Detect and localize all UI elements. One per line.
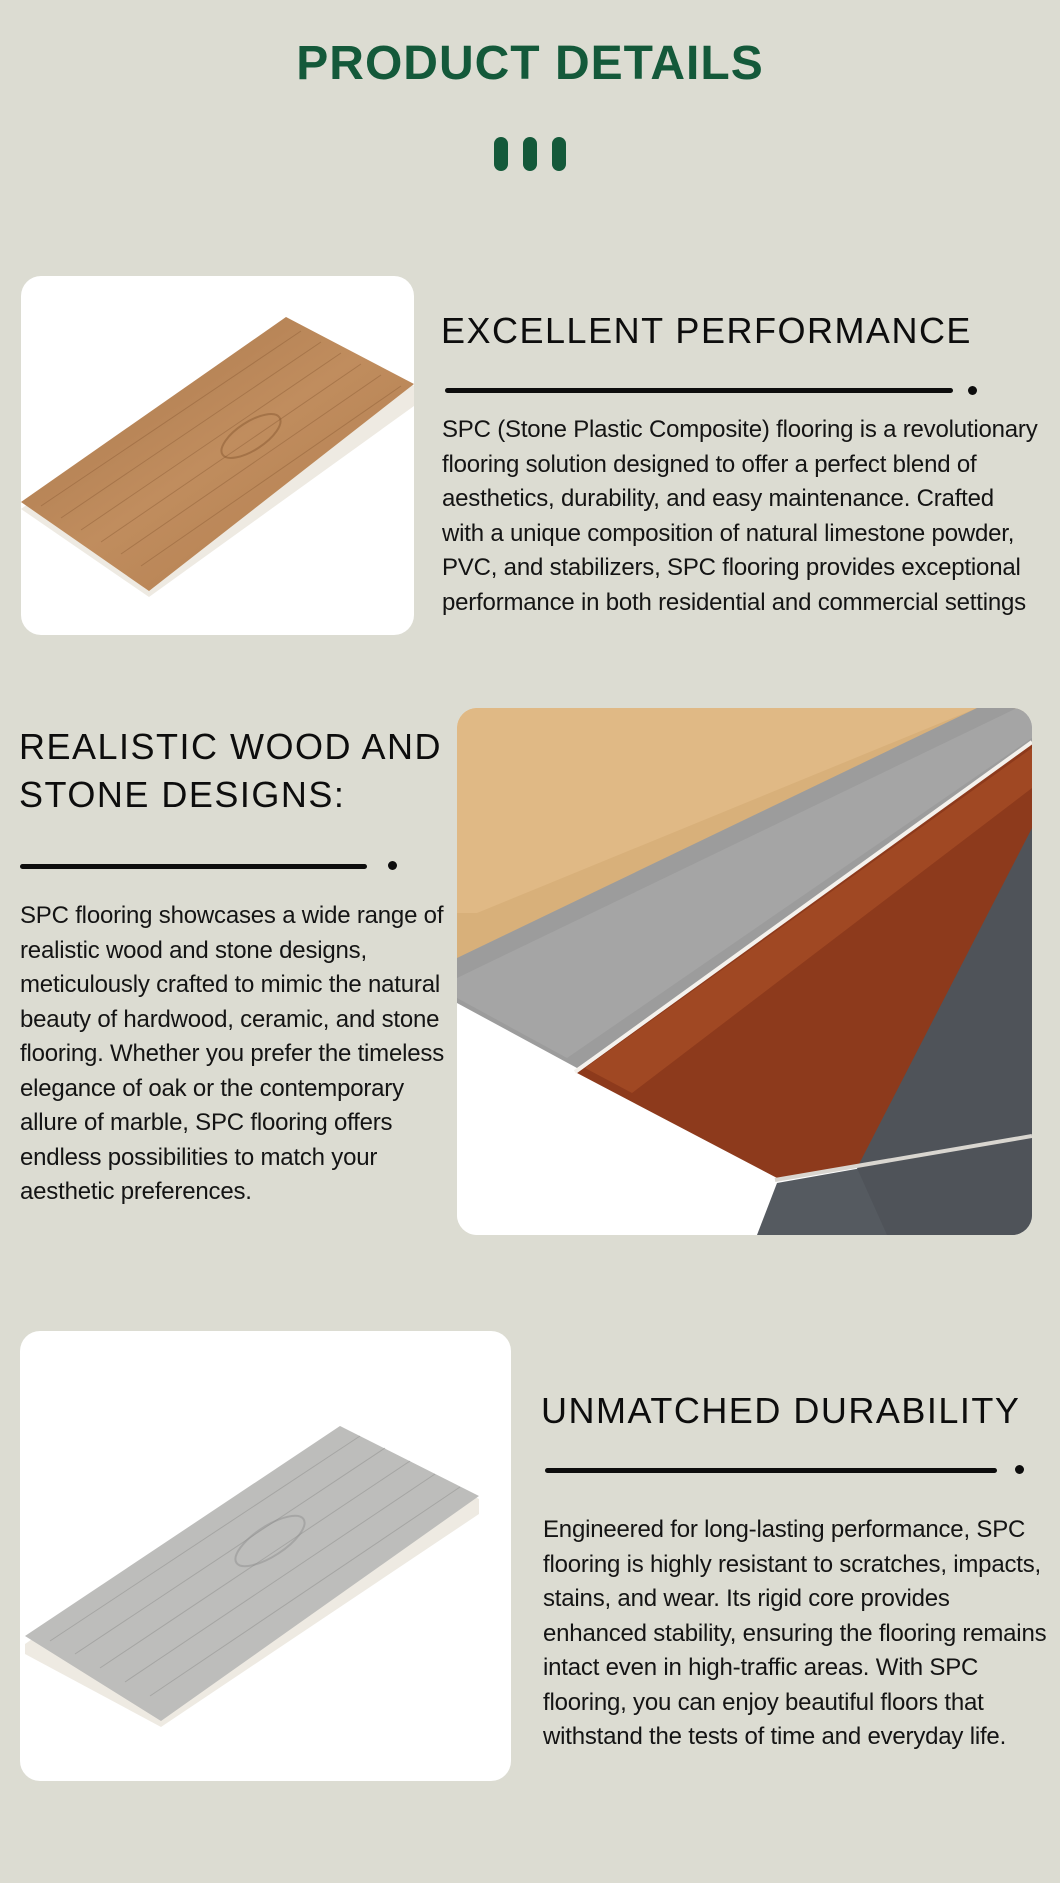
section-body: Engineered for long-lasting performance, SPC flooring is highly resistant to scratches, impacts, stains, and wear. Its rigid core provides enhanced stability, ensuring the flooring remains intact even in high-traffic areas. With SPC flooring, you can enjoy beautiful floors that withstand the tests of time and everyday life.: [543, 1516, 1047, 1750]
oak-plank-image: [21, 276, 414, 635]
title-divider-icon: [494, 137, 566, 171]
section-rule-dot: [1015, 1465, 1024, 1474]
fanned-planks-image: [457, 708, 1032, 1235]
section-heading: EXCELLENT PERFORMANCE: [441, 310, 972, 351]
section-heading: REALISTIC WOOD AND STONE DESIGNS:: [19, 726, 443, 815]
section-rule-dot: [388, 861, 397, 870]
section-body: SPC flooring showcases a wide range of realistic wood and stone designs, meticulously crafted to mimic the natural beauty of hardwood, ceramic, and stone flooring. Whether you prefer the timeless elegance of oak or the contemporary allure of marble, SPC flooring offers endless possibilities to match your aesthetic preferences.: [20, 902, 444, 1205]
section-rule: [20, 864, 367, 869]
section-rule: [445, 388, 953, 393]
section-heading: UNMATCHED DURABILITY: [541, 1390, 1021, 1431]
section-rule-dot: [968, 386, 977, 395]
section-body: SPC (Stone Plastic Composite) flooring is a revolutionary flooring solution designed to offer a perfect blend of aesthetics, durability, and easy maintenance. Crafted with a unique composition of natural limestone powder, PVC, and stabilizers, SPC flooring provides exceptional performance in both residential and commercial settings: [442, 416, 1038, 616]
page-title: PRODUCT DETAILS: [296, 37, 764, 90]
section-rule: [545, 1468, 997, 1473]
grey-plank-image: [20, 1331, 511, 1781]
